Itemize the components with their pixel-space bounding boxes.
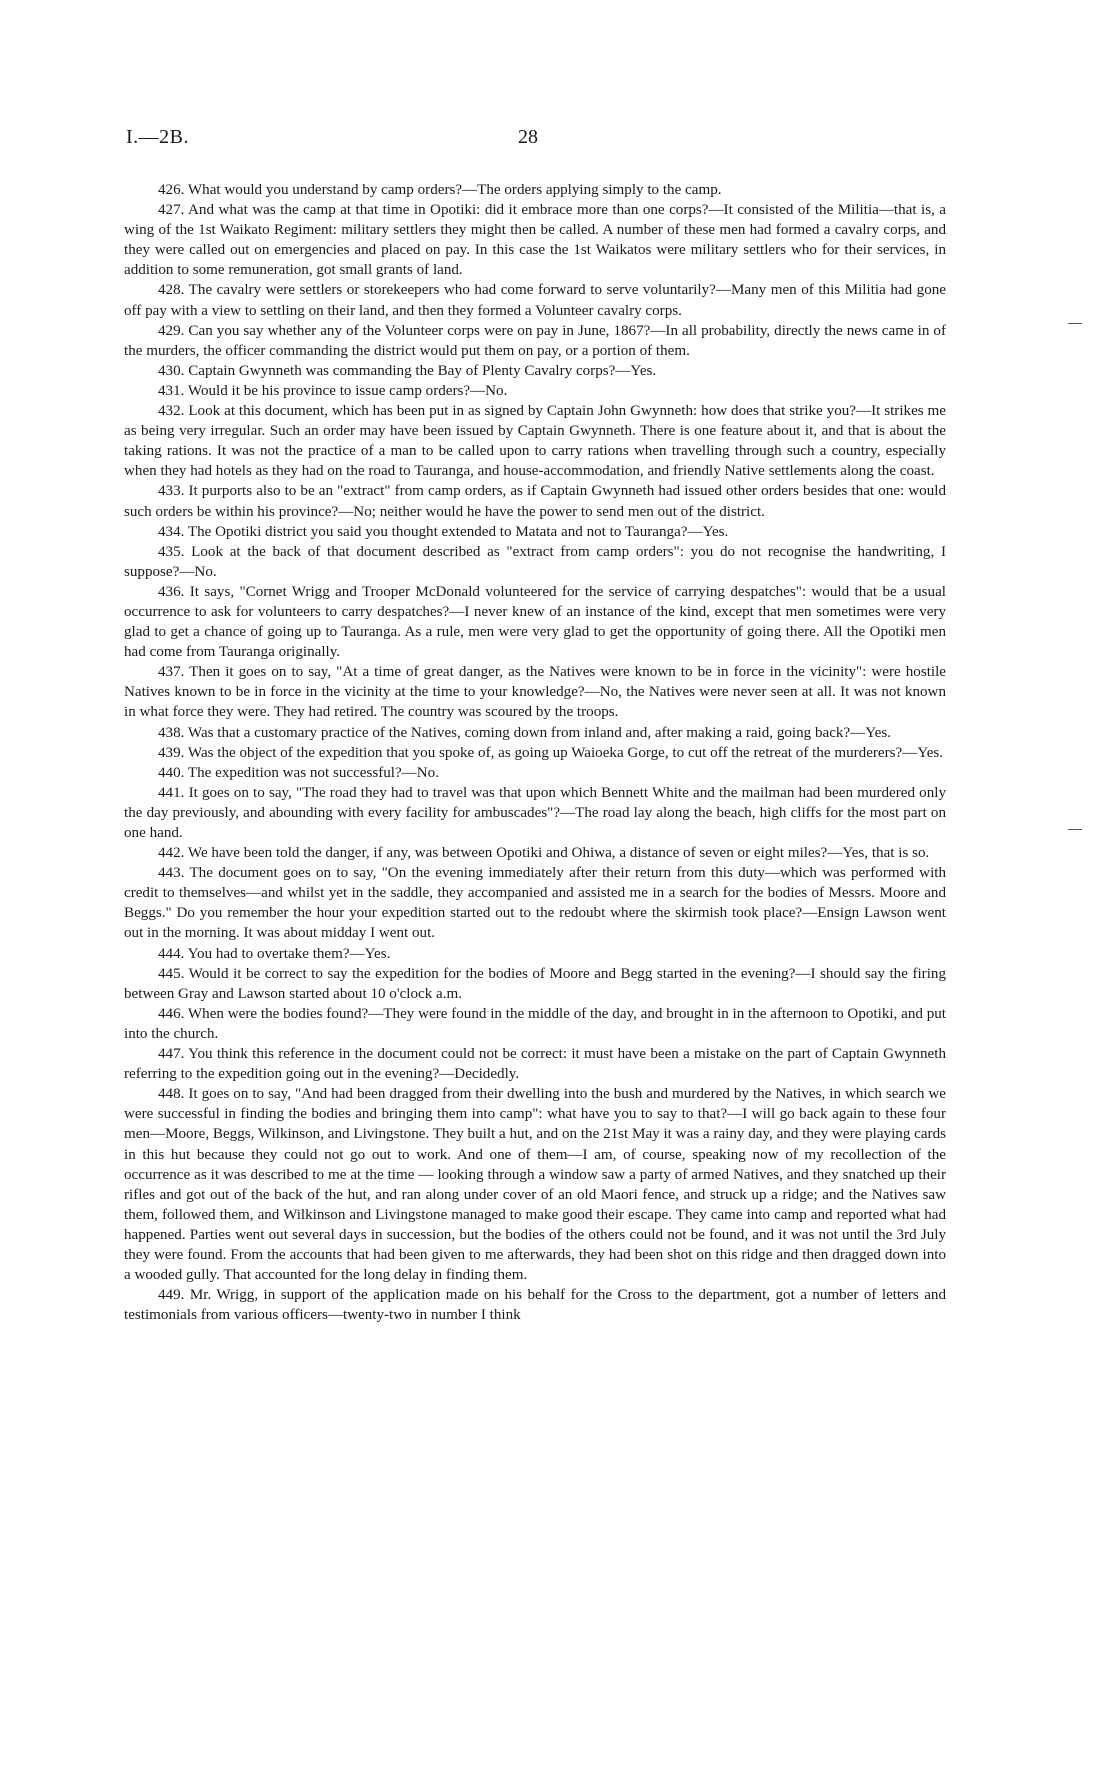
paragraph-436: 436. It says, "Cornet Wrigg and Trooper McDonald volunteered for the service of carrying despatches": would that be a usual occurrence to ask for volunteers to carry despatches?—I never knew of an instance of the kind, except that men sometimes were very glad to get a chance of going up to Tauranga. As a rule, men were very glad to get the opportunity of going there. All the Opotiki men had come from Tauranga originally. (124, 583, 946, 661)
document-body (124, 180, 946, 1325)
paragraph-438: 438. Was that a customary practice of the Natives, coming down from inland and, after making a raid, going back?—Yes. (158, 724, 892, 741)
paragraph-428: 428. The cavalry were settlers or storekeepers who had come forward to serve voluntarily?—Many men of this Militia had gone off pay with a view to settling on their land, and then they formed a Volunteer cavalry corps. (124, 282, 946, 319)
margin-mark (1068, 829, 1082, 830)
document-page (124, 0, 946, 1325)
paragraph-449: 449. Mr. Wrigg, in support of the application made on his behalf for the Cross to the department, got a number of letters and testimonials from various officers—twenty-two in number I think (124, 1287, 946, 1324)
paragraph-430: 430. Captain Gwynneth was commanding the Bay of Plenty Cavalry corps?—Yes. (158, 362, 657, 379)
document-reference: I.—2B. (126, 126, 189, 148)
paragraph-437: 437. Then it goes on to say, "At a time of great danger, as the Natives were known to be in force in the vicinity": were hostile Natives known to be in force in the vicinity at the time to your knowledge?—No, the Natives were never seen at all. It was not known in what force they were. They had retired. The country was scoured by the troops. (124, 664, 946, 721)
paragraph-439: 439. Was the object of the expedition that you spoke of, as going up Waioeka Gorge, to cut off the retreat of the murderers?—Yes. (158, 744, 944, 761)
paragraph-440: 440. The expedition was not successful?—No. (158, 764, 439, 781)
paragraph-432: 432. Look at this document, which has been put in as signed by Captain John Gwynneth: how does that strike you?—It strikes me as being very irregular. Such an order may have been issued by Captain Gwynneth. There is one feature about it, and that is about the taking rations. It was not the practice of a man to be called upon to carry rations when travelling through such a country, especially when they had hotels as they had on the road to Tauranga, and house-accommodation, and friendly Native settlements along the coast. (124, 403, 946, 480)
page-number: 28 (518, 126, 538, 148)
paragraph-429: 429. Can you say whether any of the Volunteer corps were on pay in June, 1867?—In all probability, directly the news came in of the murders, the officer commanding the district would put them on pay, or a portion of them. (124, 322, 946, 359)
paragraph-445: 445. Would it be correct to say the expedition for the bodies of Moore and Begg started in the evening?—I should say the firing between Gray and Lawson started about 10 o'clock a.m. (124, 965, 946, 1002)
paragraph-448: 448. It goes on to say, "And had been dragged from their dwelling into the bush and murdered by the Natives, in which search we were successful in finding the bodies and bringing them into camp": what have you to say to that?—I will go back again to these four men—Moore, Beggs, Wilkinson, and Livingstone. They built a hut, and on the 21st May it was a rainy day, and they were playing cards in this hut because they could not go out to work. And one of them—I am, of course, speaking now of my recollection of the occurrence as it was described to me at the time — looking through a window saw a party of armed Natives, and they snatched up their rifles and got out of the back of the hut, and ran along under cover of an old Maori fence, and struck up a ridge; and the Natives saw them, followed them, and Wilkinson and Livingstone managed to make good their escape. They came into camp and reported what had happened. Parties went out several days in succession, but the bodies of the others could not be found, and it was not until the 3rd July they were found. From the accounts that had been given to me afterwards, they had been shot on this ridge and then dragged down into a wooded gully. That accounted for the long delay in finding them. (124, 1086, 946, 1284)
paragraph-434: 434. The Opotiki district you said you thought extended to Matata and not to Tauranga?—Yes. (158, 523, 729, 540)
paragraph-444: 444. You had to overtake them?—Yes. (158, 945, 391, 962)
paragraph-447: 447. You think this reference in the document could not be correct: it must have been a mistake on the part of Captain Gwynneth referring to the expedition going out in the evening?—Decidedly. (124, 1046, 946, 1083)
paragraph-443: 443. The document goes on to say, "On the evening immediately after their return from this duty—which was performed with credit to themselves—and whilst yet in the saddle, they accompanied and assisted me in a search for the bodies of Messrs. Moore and Beggs." Do you remember the hour your expedition started out to the redoubt where the skirmish took place?—Ensign Lawson went out in the morning. It was about midday I went out. (124, 865, 946, 942)
page-header (124, 126, 946, 182)
paragraph-426: 426. What would you understand by camp orders?—The orders applying simply to the camp. (158, 182, 722, 198)
paragraph-427: 427. And what was the camp at that time in Opotiki: did it embrace more than one corps?—It consisted of the Militia—that is, a wing of the 1st Waikato Regiment: military settlers they might then be called. A number of these men had formed a cavalry corps, and they were called out on emergencies and placed on pay. In this case the 1st Waikatos were military settlers who for their services, in addition to some remuneration, got small grants of land. (124, 202, 946, 279)
paragraph-441: 441. It goes on to say, "The road they had to travel was that upon which Bennett White and the mailman had been murdered only the day previously, and abounding with every facility for ambuscades"?—The road lay along the beach, high cliffs for the most part on one hand. (124, 784, 946, 841)
paragraph-435: 435. Look at the back of that document described as "extract from camp orders": you do not recognise the handwriting, I suppose?—No. (124, 543, 946, 580)
margin-mark (1068, 323, 1082, 324)
paragraph-431: 431. Would it be his province to issue camp orders?—No. (158, 382, 508, 399)
paragraph-446: 446. When were the bodies found?—They were found in the middle of the day, and brought in in the afternoon to Opotiki, and put into the church. (124, 1005, 946, 1042)
paragraph-442: 442. We have been told the danger, if any, was between Opotiki and Ohiwa, a distance of seven or eight miles?—Yes, that is so. (158, 845, 930, 862)
paragraph-433: 433. It purports also to be an "extract" from camp orders, as if Captain Gwynneth had issued other orders besides that one: would such orders be within his province?—No; neither would he have the power to send men out of the district. (124, 483, 946, 520)
